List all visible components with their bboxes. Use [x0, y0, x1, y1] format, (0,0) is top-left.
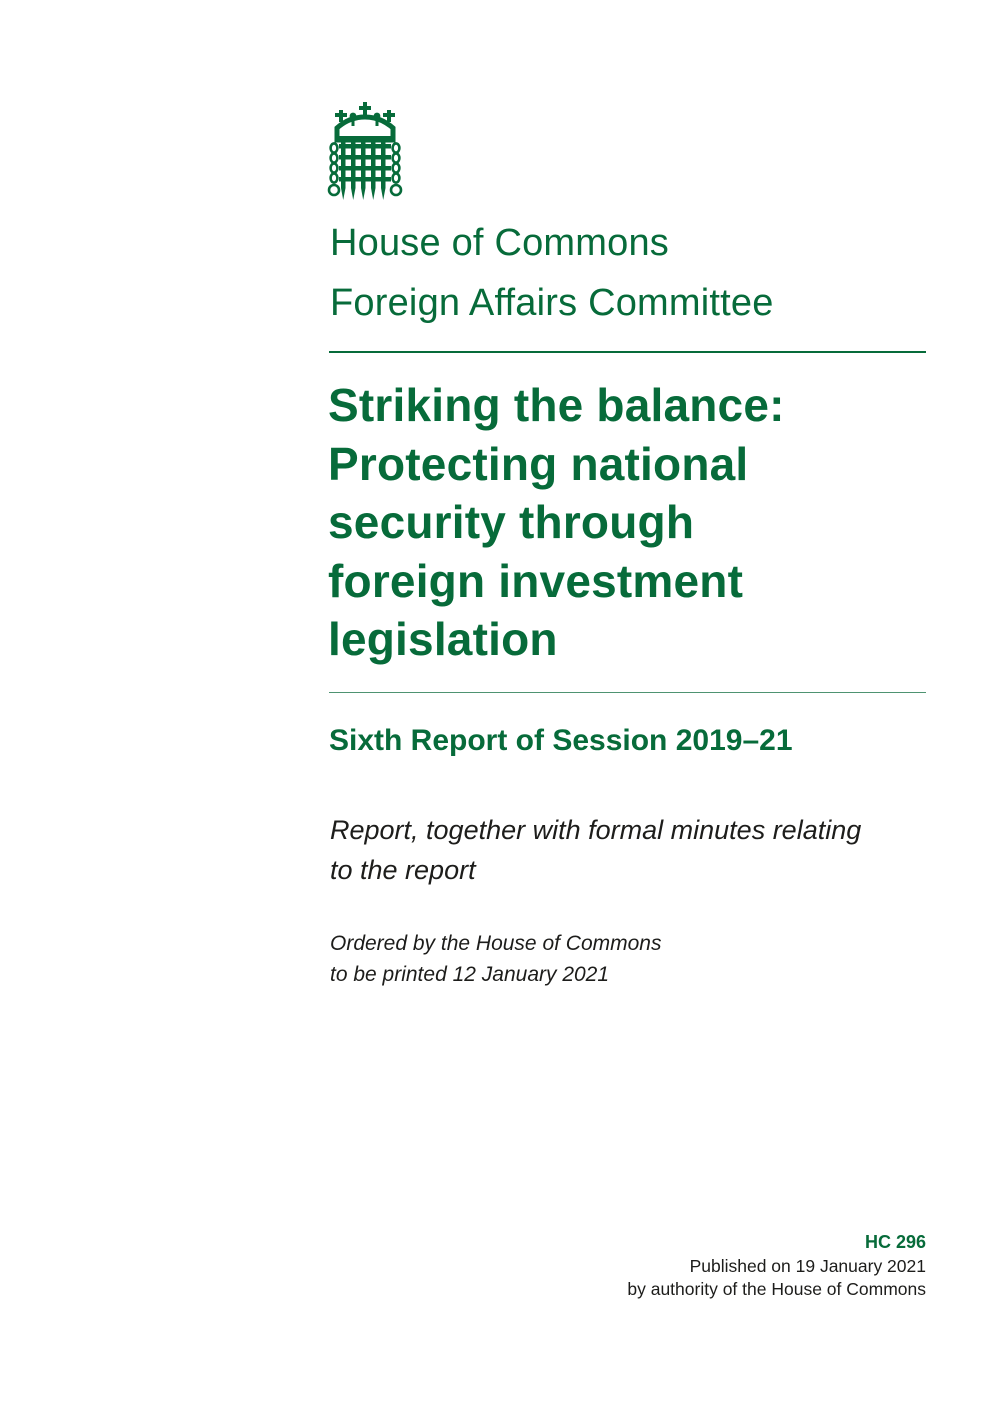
report-title-line: foreign investment — [328, 554, 744, 607]
report-title-line: security through — [328, 496, 695, 548]
report-subtitle-line: to the report — [330, 855, 476, 885]
report-session: Sixth Report of Session 2019–21 — [329, 724, 793, 757]
portcullis-logo — [327, 102, 403, 206]
report-title-line: Striking the balance: — [328, 379, 785, 431]
publication-info — [627, 1231, 926, 1302]
report-title-line: Protecting national — [328, 437, 749, 490]
ordered-by-line: Ordered by the House of Commons — [330, 932, 662, 955]
report-title-line: legislation — [328, 613, 558, 665]
report-number: HC 296 — [864, 1232, 926, 1252]
report-subtitle-line: Report, together with formal minutes relating — [330, 815, 862, 845]
report-title — [328, 376, 948, 669]
divider-top — [329, 351, 926, 353]
crowned-portcullis-icon — [327, 102, 403, 206]
ordered-by — [330, 928, 950, 990]
ordered-by-line: to be printed 12 January 2021 — [330, 963, 610, 986]
committee-name: Foreign Affairs Committee — [330, 282, 774, 324]
report-subtitle — [330, 810, 950, 890]
divider-bottom — [329, 692, 926, 693]
published-date: Published on 19 January 2021 — [689, 1255, 926, 1276]
authority-line: by authority of the House of Commons — [627, 1279, 926, 1299]
organization-name: House of Commons — [330, 222, 670, 264]
